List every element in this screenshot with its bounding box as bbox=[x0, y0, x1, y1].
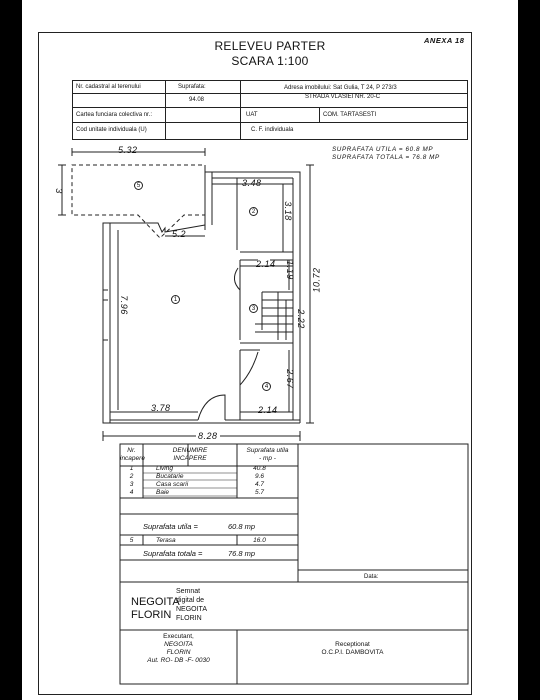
dim-3: 3 bbox=[53, 188, 64, 194]
signature-line1: Semnat bbox=[176, 588, 201, 595]
executant-name1: NEGOITA bbox=[164, 641, 193, 648]
signature-name2: FLORIN bbox=[131, 609, 172, 621]
surface-value: 94.08 bbox=[189, 97, 205, 103]
dim-348: 3.48 bbox=[242, 178, 262, 188]
address-line1: Adresa imobilului: Sat Gulia, T 24, P 273/3 bbox=[284, 85, 397, 91]
legend-row-area: 5.7 bbox=[254, 489, 265, 496]
legend-row-nr: 2 bbox=[129, 473, 134, 480]
legend-row-area: 9.6 bbox=[254, 473, 265, 480]
signature-line4: FLORIN bbox=[176, 615, 202, 622]
uat-label: UAT bbox=[246, 112, 258, 118]
legend-terrace-area: 16.0 bbox=[253, 537, 266, 544]
legend-row-name: Bucatarie bbox=[156, 473, 184, 480]
room-label-4: 4 bbox=[262, 382, 271, 391]
cadastral-nr-label: Nr. cadastral al terenului bbox=[76, 84, 141, 90]
page-scale: SCARA 1:100 bbox=[231, 54, 309, 68]
legend-terrace-name: Terasa bbox=[156, 537, 176, 544]
unit-code-label: Cod unitate individuala (U) bbox=[76, 127, 147, 133]
legend-util-label: Suprafata utila = bbox=[143, 522, 198, 531]
legend-row-nr: 3 bbox=[129, 481, 134, 488]
dim-378: 3.78 bbox=[151, 403, 171, 413]
room-label-5: 5 bbox=[134, 181, 143, 190]
address-line2: STRADA VLASIEI NR. 20-C bbox=[305, 94, 381, 100]
annex-label: ANEXA 18 bbox=[424, 36, 465, 45]
dim-119: 1.19 bbox=[284, 260, 295, 280]
signature-line3: NEGOITA bbox=[176, 606, 207, 613]
dim-214b: 2.14 bbox=[258, 405, 278, 415]
dim-1072: 10.72 bbox=[311, 267, 322, 293]
legend-col-nr: Nr. bbox=[127, 447, 136, 454]
legend-col-nr2: incapere bbox=[120, 455, 145, 462]
legend-row-area: 4.7 bbox=[254, 481, 265, 488]
summary-total: SUPRAFATA TOTALA = 76.8 MP bbox=[332, 154, 440, 161]
legend-total-value: 76.8 mp bbox=[228, 549, 256, 558]
legend-row-nr: 1 bbox=[129, 465, 134, 472]
page-title: RELEVEU PARTER bbox=[214, 39, 326, 53]
date-label: Data: bbox=[364, 574, 379, 580]
legend-util-value: 60.8 mp bbox=[228, 522, 256, 531]
legend-col-name: DENUMIRE bbox=[172, 447, 208, 454]
legend-row-nr: 4 bbox=[129, 489, 134, 496]
dim-828: 8.28 bbox=[198, 431, 218, 441]
legend-col-name2: INCAPERE bbox=[173, 455, 207, 462]
legend-row-area: 40.8 bbox=[253, 465, 266, 472]
executant-authorization: Aut. RO- DB -F- 0030 bbox=[147, 657, 210, 664]
dim-318: 3.18 bbox=[282, 201, 293, 221]
room-label-3: 3 bbox=[249, 304, 258, 313]
room-label-1: 1 bbox=[171, 295, 180, 304]
legend-row-name: Living bbox=[156, 465, 173, 472]
received-label: Receptionat bbox=[335, 641, 370, 648]
dim-214a: 2.14 bbox=[256, 259, 276, 269]
room-label-2: 2 bbox=[249, 207, 258, 216]
executant-label: Executant, bbox=[163, 633, 194, 640]
legend-terrace-nr: 5 bbox=[129, 537, 134, 544]
legend-col-surface2: - mp - bbox=[259, 455, 276, 462]
surface-label: Suprafata: bbox=[178, 84, 206, 90]
legend-total-label: Suprafata totala = bbox=[143, 549, 203, 558]
dim-222: 2.22 bbox=[295, 309, 306, 329]
dim-267: 2.67 bbox=[284, 369, 295, 389]
legend-row-name: Casa scarii bbox=[156, 481, 189, 488]
signature-name1: NEGOITA bbox=[131, 596, 180, 608]
executant-name2: FLORIN bbox=[166, 649, 191, 656]
uat-value: COM. TARTASESTI bbox=[323, 112, 377, 118]
dim-796: 7.96 bbox=[118, 295, 129, 315]
legend-col-surface: Suprafata utila bbox=[246, 447, 289, 454]
dim-532: 5.32 bbox=[118, 145, 138, 155]
dim-52: 5.2 bbox=[172, 229, 187, 239]
cf-individual-label: C. F. individuala bbox=[251, 127, 294, 133]
cf-collective-label: Cartea funciara colectiva nr.: bbox=[76, 112, 153, 118]
summary-util: SUPRAFATA UTILA = 60.8 MP bbox=[332, 146, 434, 153]
received-org: O.C.P.I. DAMBOVITA bbox=[321, 649, 384, 656]
signature-line2: digital de bbox=[176, 597, 205, 604]
legend-row-name: Baie bbox=[156, 489, 170, 496]
